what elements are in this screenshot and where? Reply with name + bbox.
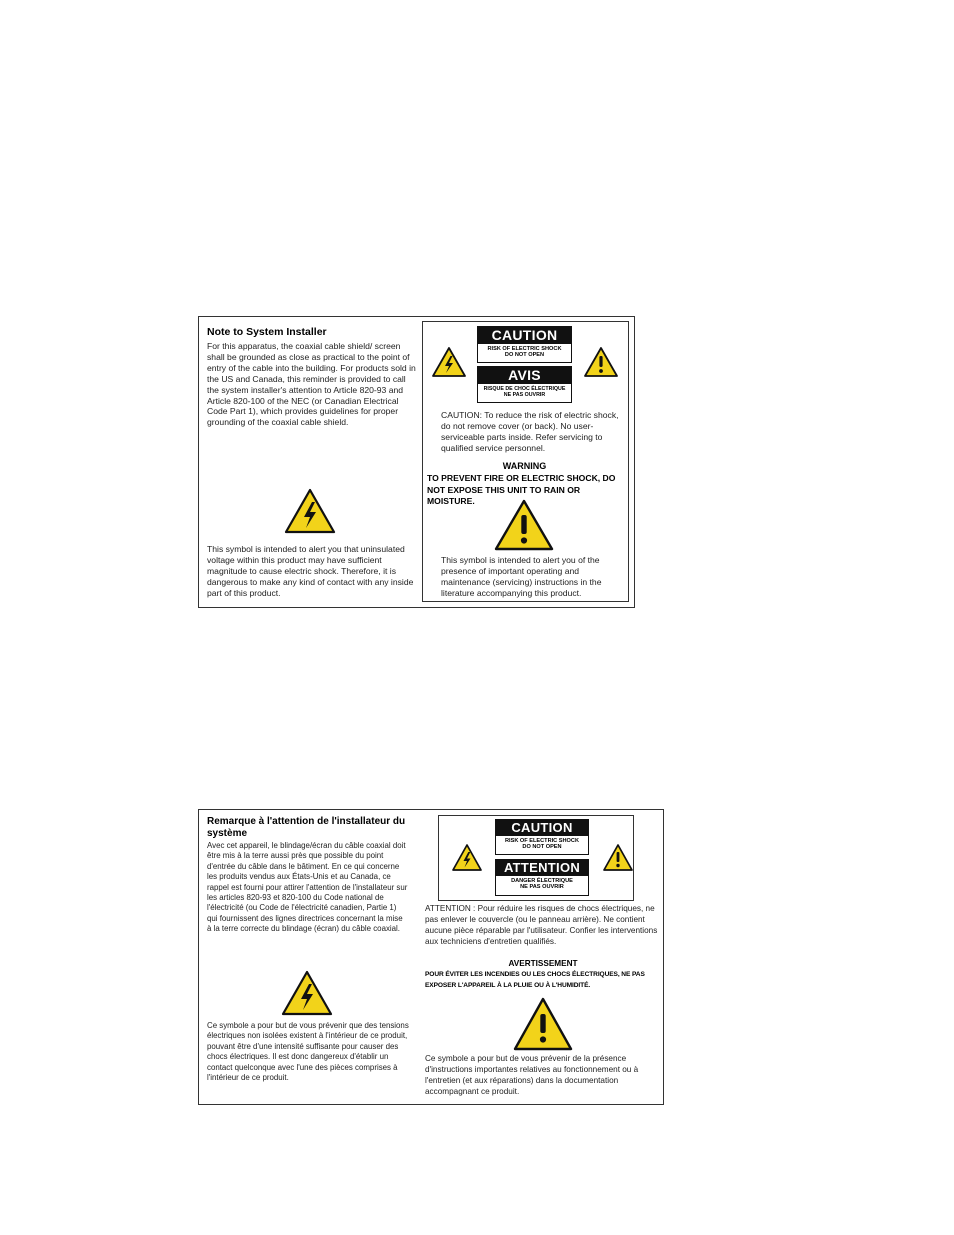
exclamation-symbol-description: This symbol is intended to alert you of the presence of important operating and maintenance (servicing) instructions in the literature accompanying this product. bbox=[441, 555, 602, 598]
french-safety-panel bbox=[198, 809, 664, 1105]
avis-label-title: AVIS bbox=[478, 367, 571, 384]
caution-label-title-fr: CAUTION bbox=[496, 820, 588, 836]
exclamation-warning-icon bbox=[493, 498, 555, 552]
caution-label-fr bbox=[495, 819, 589, 855]
attention-description: ATTENTION : Pour réduire les risques de chocs électriques, ne pas enlever le couvercle (ou le panneau arrière). Ne contient aucune pièce réparable par l'utilisateur. Confier les interventions aux techniciens d'entretien qualifiés. bbox=[425, 904, 658, 946]
caution-label-line2-fr: DO NOT OPEN bbox=[522, 844, 562, 851]
avis-label-line1: RISQUE DE CHOC ÉLECTRIQUE bbox=[483, 386, 566, 392]
caution-label-title: CAUTION bbox=[478, 327, 571, 344]
installer-note-body-fr: Avec cet appareil, le blindage/écran du câble coaxial doit être mis à la terre aussi près que possible du point d'entrée du câble dans le bâtiment. En ce qui concerne les produits vendus aux États-Unis et au Canada, ce rappel est fourni pour attirer l'attention de l'installateur sur les articles 820-93 et 820-100 du Code national de l'électricité (ou Code de l'électricité canadien, Partie 1) qui fournissent des lignes directrices concernant la mise à la terre correcte du blindage (écran) du câble coaxial. bbox=[207, 841, 408, 934]
caution-label bbox=[477, 326, 572, 363]
exclamation-warning-icon bbox=[583, 346, 619, 378]
warning-title-fr: AVERTISSEMENT bbox=[508, 959, 578, 968]
exclamation-symbol-description-fr: Ce symbole a pour but de vous prévenir de la présence d'instructions importantes relatives au fonctionnement ou à l'entretien (et aux réparations) dans la documentation accompagnant ce produit. bbox=[425, 1054, 639, 1096]
attention-label-line2: NE PAS OUVRIR bbox=[520, 884, 564, 891]
installer-note-title: Note to System Installer bbox=[207, 326, 327, 338]
exclamation-warning-icon bbox=[512, 996, 574, 1052]
lightning-warning-icon bbox=[284, 488, 336, 534]
voltage-symbol-description-fr: Ce symbole a pour but de vous prévenir que des tensions électriques non isolées existent à l'intérieur de ce produit, pouvant être d'une intensité suffisante pour causer des chocs électriques. Il est donc dangereux d'établir un contact quelconque avec l'une des pièces comprises à l'intérieur de ce produit. bbox=[207, 1021, 409, 1083]
voltage-symbol-description: This symbol is intended to alert you that uninsulated voltage within this product may have sufficient magnitude to cause electric shock. Therefore, it is dangerous to make any kind of contact with any inside part of this product. bbox=[207, 544, 414, 598]
caution-label-line1: RISK OF ELECTRIC SHOCK bbox=[487, 346, 562, 352]
attention-label-line1: DANGER ÉLECTRIQUE bbox=[511, 878, 573, 884]
warning-title: WARNING bbox=[502, 461, 547, 471]
lightning-warning-icon bbox=[281, 970, 333, 1016]
installer-note-title-fr: Remarque à l'attention de l'installateur du système bbox=[207, 816, 406, 839]
english-safety-panel bbox=[198, 316, 635, 608]
caution-label-line1-fr: RISK OF ELECTRIC SHOCK bbox=[505, 838, 579, 844]
caution-label-line2: DO NOT OPEN bbox=[504, 352, 545, 359]
attention-label bbox=[495, 859, 589, 896]
avis-label bbox=[477, 366, 572, 403]
caution-description: CAUTION: To reduce the risk of electric shock, do not remove cover (or back). No user-serviceable parts inside. Refer servicing to qualified service personnel. bbox=[441, 410, 619, 453]
exclamation-warning-icon bbox=[602, 843, 634, 872]
lightning-warning-icon bbox=[431, 346, 467, 378]
warning-text-fr: POUR ÉVITER LES INCENDIES OU LES CHOCS ÉLECTRIQUES, NE PAS EXPOSER L'APPAREIL À LA PLUIE OU À L'HUMIDITÉ. bbox=[425, 971, 645, 989]
lightning-warning-icon bbox=[451, 843, 483, 872]
warning-text: TO PREVENT FIRE OR ELECTRIC SHOCK, DO NOT EXPOSE THIS UNIT TO RAIN OR MOISTURE. bbox=[427, 473, 616, 507]
installer-note-body: For this apparatus, the coaxial cable shield/ screen shall be grounded as close as practical to the point of entry of the cable into the building. For products sold in the US and Canada, this reminder is provided to call the system installer's attention to Article 820-93 and Article 820-100 of the NEC (or Canadian Electrical Code Part 1), which provides guidelines for proper grounding of the coaxial cable shield. bbox=[207, 341, 416, 428]
attention-label-title: ATTENTION bbox=[496, 860, 588, 876]
avis-label-line2: NE PAS OUVRIR bbox=[503, 392, 546, 399]
